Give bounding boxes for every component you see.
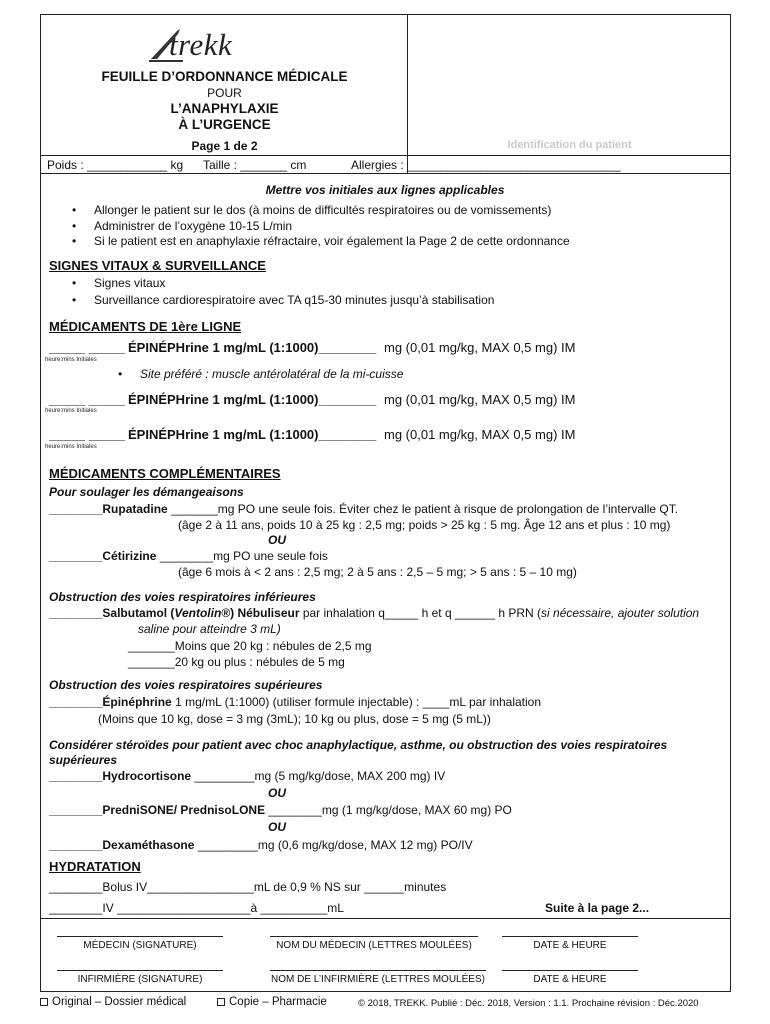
salbutamol-rest: par inhalation q_____ h et q ______ h PRN ( <box>299 606 542 620</box>
first-line-heading: MÉDICAMENTS DE 1ère LIGNE <box>49 319 242 334</box>
lower-airway-heading: Obstruction des voies respiratoires inférieures <box>49 590 316 604</box>
rupatadine-line <box>49 502 678 516</box>
prednisone-dose: ________mg (1 mg/kg/dose, MAX 60 mg) PO <box>265 803 512 817</box>
salbutamol-note-2: saline pour atteindre 3 mL) <box>138 622 281 636</box>
copie-label: Copie – Pharmacie <box>229 996 327 1008</box>
footer-copyright: © 2018, TREKK. Publié : Déc. 2018, Version : 1.1. Prochaine révision : Déc.2020 <box>358 998 699 1009</box>
continue-page-2: Suite à la page 2... <box>545 901 650 915</box>
medecin-name-label: NOM DU MÉDECIN (LETTRES MOULÉES) <box>276 940 472 951</box>
medecin-signature-label: MÉDECIN (SIGNATURE) <box>83 940 197 951</box>
date-line-1[interactable] <box>502 936 638 937</box>
epi-2-blank[interactable]: _____ _____ <box>49 392 125 407</box>
patient-info-line <box>41 155 730 174</box>
epi-inhalation-line <box>49 695 541 709</box>
medecin-name-line[interactable] <box>270 936 478 937</box>
intro-heading: Mettre vos initiales aux lignes applicables <box>265 183 505 197</box>
iv-line[interactable]: ________IV ____________________à __________mL <box>49 901 344 915</box>
vitals-heading: SIGNES VITAUX & SURVEILLANCE <box>49 258 266 273</box>
dexamethasone-drug[interactable]: ________Dexaméthasone <box>49 838 195 852</box>
upper-airway-heading: Obstruction des voies respiratoires supérieures <box>49 678 323 692</box>
title-line-4: À L’URGENCE <box>178 117 271 132</box>
patient-id-label: Identification du patient <box>507 139 632 151</box>
title-block <box>41 69 408 133</box>
cetirizine-drug[interactable]: ________Cétirizine <box>49 549 157 563</box>
intro-item-3: • Si le patient est en anaphylaxie réfractaire, voir également la Page 2 de cette ordonnance <box>94 234 570 248</box>
salbutamol-note: si nécessaire, ajouter solution <box>541 606 700 620</box>
hydrocortisone-drug[interactable]: ________Hydrocortisone <box>49 769 192 783</box>
title-line-1: FEUILLE D’ORDONNANCE MÉDICALE <box>101 69 348 84</box>
epi-1-blank[interactable]: _____ _____ <box>49 340 125 355</box>
vitals-item-2: • Surveillance cardiorespiratoire avec TA q15-30 minutes jusqu’à stabilisation <box>94 293 494 307</box>
bolus-line[interactable]: ________Bolus IV________________mL de 0,9 % NS sur ______minutes <box>49 880 447 894</box>
weight-field[interactable]: Poids : ____________ kg <box>47 158 184 172</box>
date-label-2: DATE & HEURE <box>533 974 607 985</box>
allergies-field[interactable]: Allergies : ________________________________ <box>351 158 621 172</box>
header-title-area <box>41 15 408 173</box>
footer-copie <box>217 996 327 1008</box>
rupatadine-drug[interactable]: ________Rupatadine <box>49 502 168 516</box>
original-label: Original – Dossier médical <box>52 996 187 1008</box>
trekk-logo <box>147 25 277 65</box>
epi-3-sub: heure:mins Initiales <box>45 444 97 450</box>
epi-3-blank[interactable]: _____ _____ <box>49 427 125 442</box>
nebuliseur-label: ) Nébuliseur <box>230 606 300 620</box>
intro-item-1: • Allonger le patient sur le dos (à moins de difficultés respiratoires ou de vomissements) <box>94 203 551 217</box>
copie-checkbox-icon[interactable] <box>217 998 225 1006</box>
itch-heading: Pour soulager les démangeaisons <box>49 485 244 499</box>
cetirizine-dose: ________mg PO une seule fois <box>156 549 328 563</box>
complementary-heading: MÉDICAMENTS COMPLÉMENTAIRES <box>49 466 281 481</box>
original-checkbox-icon[interactable] <box>40 998 48 1006</box>
intro-item-2: • Administrer de l’oxygène 10-15 L/min <box>94 219 292 233</box>
logo-wordmark: trekk <box>169 27 233 62</box>
hydrocortisone-dose: _________mg (5 mg/kg/dose, MAX 200 mg) IV <box>191 769 446 783</box>
infirmiere-signature-label: INFIRMIÈRE (SIGNATURE) <box>77 974 203 985</box>
epi-inhalation-drug[interactable]: ________Épinéphrine <box>49 695 172 709</box>
height-field[interactable]: Taille : _______ cm <box>203 158 307 172</box>
ou-3: OU <box>268 820 286 834</box>
title-line-2: POUR <box>207 86 242 100</box>
footer-original <box>40 996 186 1008</box>
rupatadine-dose: _______mg PO une seule fois. Éviter chez le patient à risque de prolongation de l’intervalle QT. <box>167 502 679 516</box>
date-line-2[interactable] <box>502 970 638 971</box>
epi-1-sub: heure:mins Initiales <box>45 357 97 363</box>
epi-2-sub: heure:mins Initiales <box>45 408 97 414</box>
salbutamol-more-20[interactable]: _______20 kg ou plus : nébules de 5 mg <box>128 655 345 669</box>
dexamethasone-line <box>49 838 473 852</box>
page-indicator: Page 1 de 2 <box>191 139 258 153</box>
ou-2: OU <box>268 786 286 800</box>
salbutamol-drug[interactable]: ________Salbutamol ( <box>49 606 175 620</box>
ou-1: OU <box>268 533 286 547</box>
salbutamol-less-20[interactable]: _______Moins que 20 kg : nébules de 2,5 mg <box>128 639 372 653</box>
epi-1-dose: mg (0,01 mg/kg, MAX 0,5 mg) IM <box>384 340 576 355</box>
hydrocortisone-line <box>49 769 445 783</box>
steroid-heading-2: supérieures <box>49 753 118 767</box>
epi-2-drug: ÉPINÉPHrine 1 mg/mL (1:1000)________ <box>128 392 377 407</box>
medecin-signature-line[interactable] <box>57 936 223 937</box>
signature-separator <box>41 918 730 919</box>
ventolin-label: Ventolin® <box>174 606 231 620</box>
epi-3-drug: ÉPINÉPHrine 1 mg/mL (1:1000)________ <box>128 427 377 442</box>
infirmiere-name-label: NOM DE L’INFIRMIÈRE (LETTRES MOULÉES) <box>271 974 485 985</box>
dexamethasone-dose: _________mg (0,6 mg/kg/dose, MAX 12 mg) PO/IV <box>194 838 473 852</box>
hydration-heading: HYDRATATION <box>49 859 141 874</box>
rupatadine-detail: (âge 2 à 11 ans, poids 10 à 25 kg : 2,5 mg; poids > 25 kg : 5 mg. Âge 12 ans et plus : 10 mg) <box>178 518 671 532</box>
title-line-3: L’ANAPHYLAXIE <box>170 101 279 116</box>
epi-inhalation-detail: (Moins que 10 kg, dose = 3 mg (3mL); 10 kg ou plus, dose = 5 mg (5 mL)) <box>98 712 491 726</box>
epi-2-dose: mg (0,01 mg/kg, MAX 0,5 mg) IM <box>384 392 576 407</box>
cetirizine-detail: (âge 6 mois à < 2 ans : 2,5 mg; 2 à 5 ans : 2,5 – 5 mg; > 5 ans : 5 – 10 mg) <box>178 565 577 579</box>
vitals-item-1: • Signes vitaux <box>94 276 165 290</box>
date-label-1: DATE & HEURE <box>533 940 607 951</box>
epi-3-dose: mg (0,01 mg/kg, MAX 0,5 mg) IM <box>384 427 576 442</box>
steroid-heading: Considérer stéroïdes pour patient avec choc anaphylactique, asthme, ou obstruction des voies respiratoires <box>49 738 668 752</box>
infirmiere-signature-line[interactable] <box>57 970 223 971</box>
epi-inhalation-rest: 1 mg/mL (1:1000) (utiliser formule injectable) : ____mL par inhalation <box>171 695 542 709</box>
prednisone-line <box>49 803 512 817</box>
epi-1-drug: ÉPINÉPHrine 1 mg/mL (1:1000)________ <box>128 340 377 355</box>
salbutamol-line <box>49 606 699 620</box>
cetirizine-line <box>49 549 328 563</box>
infirmiere-name-line[interactable] <box>270 970 486 971</box>
prednisone-drug[interactable]: ________PredniSONE/ PrednisoLONE <box>49 803 266 817</box>
epi-site: • Site préféré : muscle antérolatéral de la mi-cuisse <box>140 367 403 381</box>
header <box>41 15 730 173</box>
